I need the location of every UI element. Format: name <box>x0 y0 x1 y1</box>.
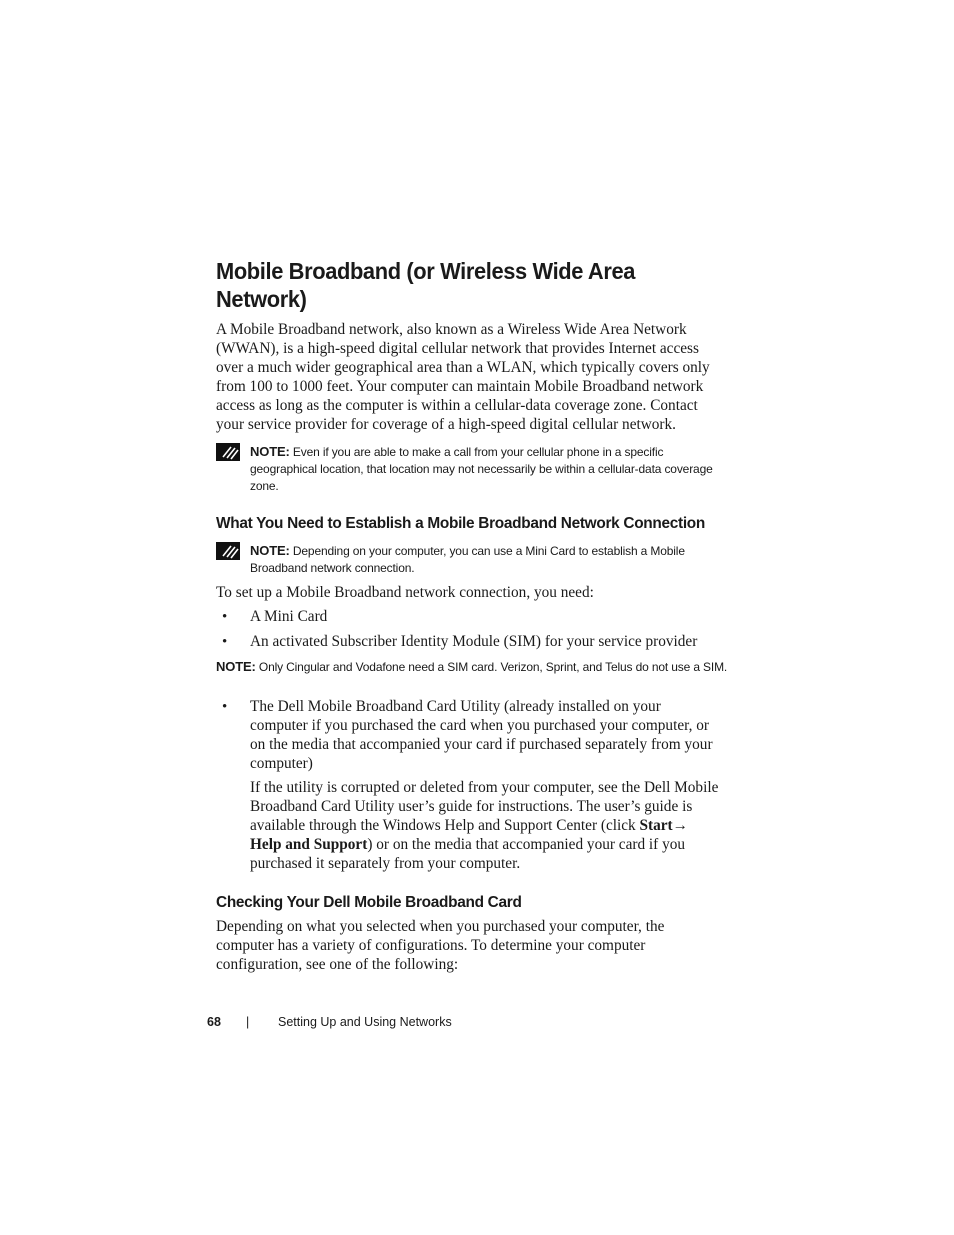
bullet-marker: • <box>222 634 228 650</box>
note-label: NOTE: <box>250 543 290 558</box>
footer-section-title: Setting Up and Using Networks <box>278 1015 452 1029</box>
section-heading-checking: Checking Your Dell Mobile Broadband Card <box>216 894 522 911</box>
note-pencil-icon <box>216 542 240 560</box>
utility-text-after: ) or on the media that accompanied your card if you purchased it separately from your computer. <box>250 835 686 872</box>
arrow-glyph: → <box>672 816 688 834</box>
note-text: Only Cingular and Vodafone need a SIM card. Verizon, Sprint, and Telus do not use a SIM. <box>258 660 728 674</box>
note-pencil-icon <box>216 443 240 461</box>
note-text: Even if you are able to make a call from your cellular phone in a specific geographical location, that location may not necessarily be within a cellular-data coverage zone. <box>250 445 713 494</box>
intro-paragraph: A Mobile Broadband network, also known as a Wireless Wide Area Network (WWAN), is a high-speed digital cellular network that provides Internet access over a much wider geographical area than a WLAN, which typically covers only from 100 to 1000 feet. Your computer can maintain Mobile Broadband network access as long as the computer is within a cellular-data coverage zone. Contact your service provider for coverage of a high-speed digital cellular network. <box>216 321 710 433</box>
note-coverage <box>250 443 720 496</box>
help-support-label: Help and Support <box>250 835 368 853</box>
note-sim <box>216 658 754 676</box>
list-item: The Dell Mobile Broadband Card Utility (already installed on your computer if you purchased the card when you purchased your computer, or on the media that accompanied your card if purchased separately from your computer) <box>250 698 713 772</box>
config-paragraph: Depending on what you selected when you purchased your computer, the computer has a variety of configurations. To determine your computer configuration, see one of the following: <box>216 918 665 973</box>
page-title: Mobile Broadband (or Wireless Wide Area Network) <box>216 258 636 312</box>
section-heading-requirements: What You Need to Establish a Mobile Broadband Network Connection <box>216 515 706 532</box>
note-label: NOTE: <box>216 659 256 674</box>
bullet-marker: • <box>222 609 228 625</box>
utility-text-before: If the utility is corrupted or deleted from your computer, see the Dell Mobile Broadband Card Utility user’s guide for instructions. The user’s guide is available through the Windows Help and Support Center (click <box>250 779 719 834</box>
page-number: 68 <box>207 1015 221 1029</box>
utility-paragraph <box>250 779 720 874</box>
list-item: A Mini Card <box>250 608 328 625</box>
start-menu-label: Start <box>639 816 673 834</box>
bullet-marker: • <box>222 699 228 715</box>
list-item: An activated Subscriber Identity Module (SIM) for your service provider <box>250 633 698 650</box>
note-label: NOTE: <box>250 444 290 459</box>
note-mini-card <box>250 542 720 577</box>
footer-separator: | <box>246 1015 250 1029</box>
setup-intro: To set up a Mobile Broadband network connection, you need: <box>216 584 594 601</box>
note-text: Depending on your computer, you can use a Mini Card to establish a Mobile Broadband network connection. <box>250 544 685 576</box>
